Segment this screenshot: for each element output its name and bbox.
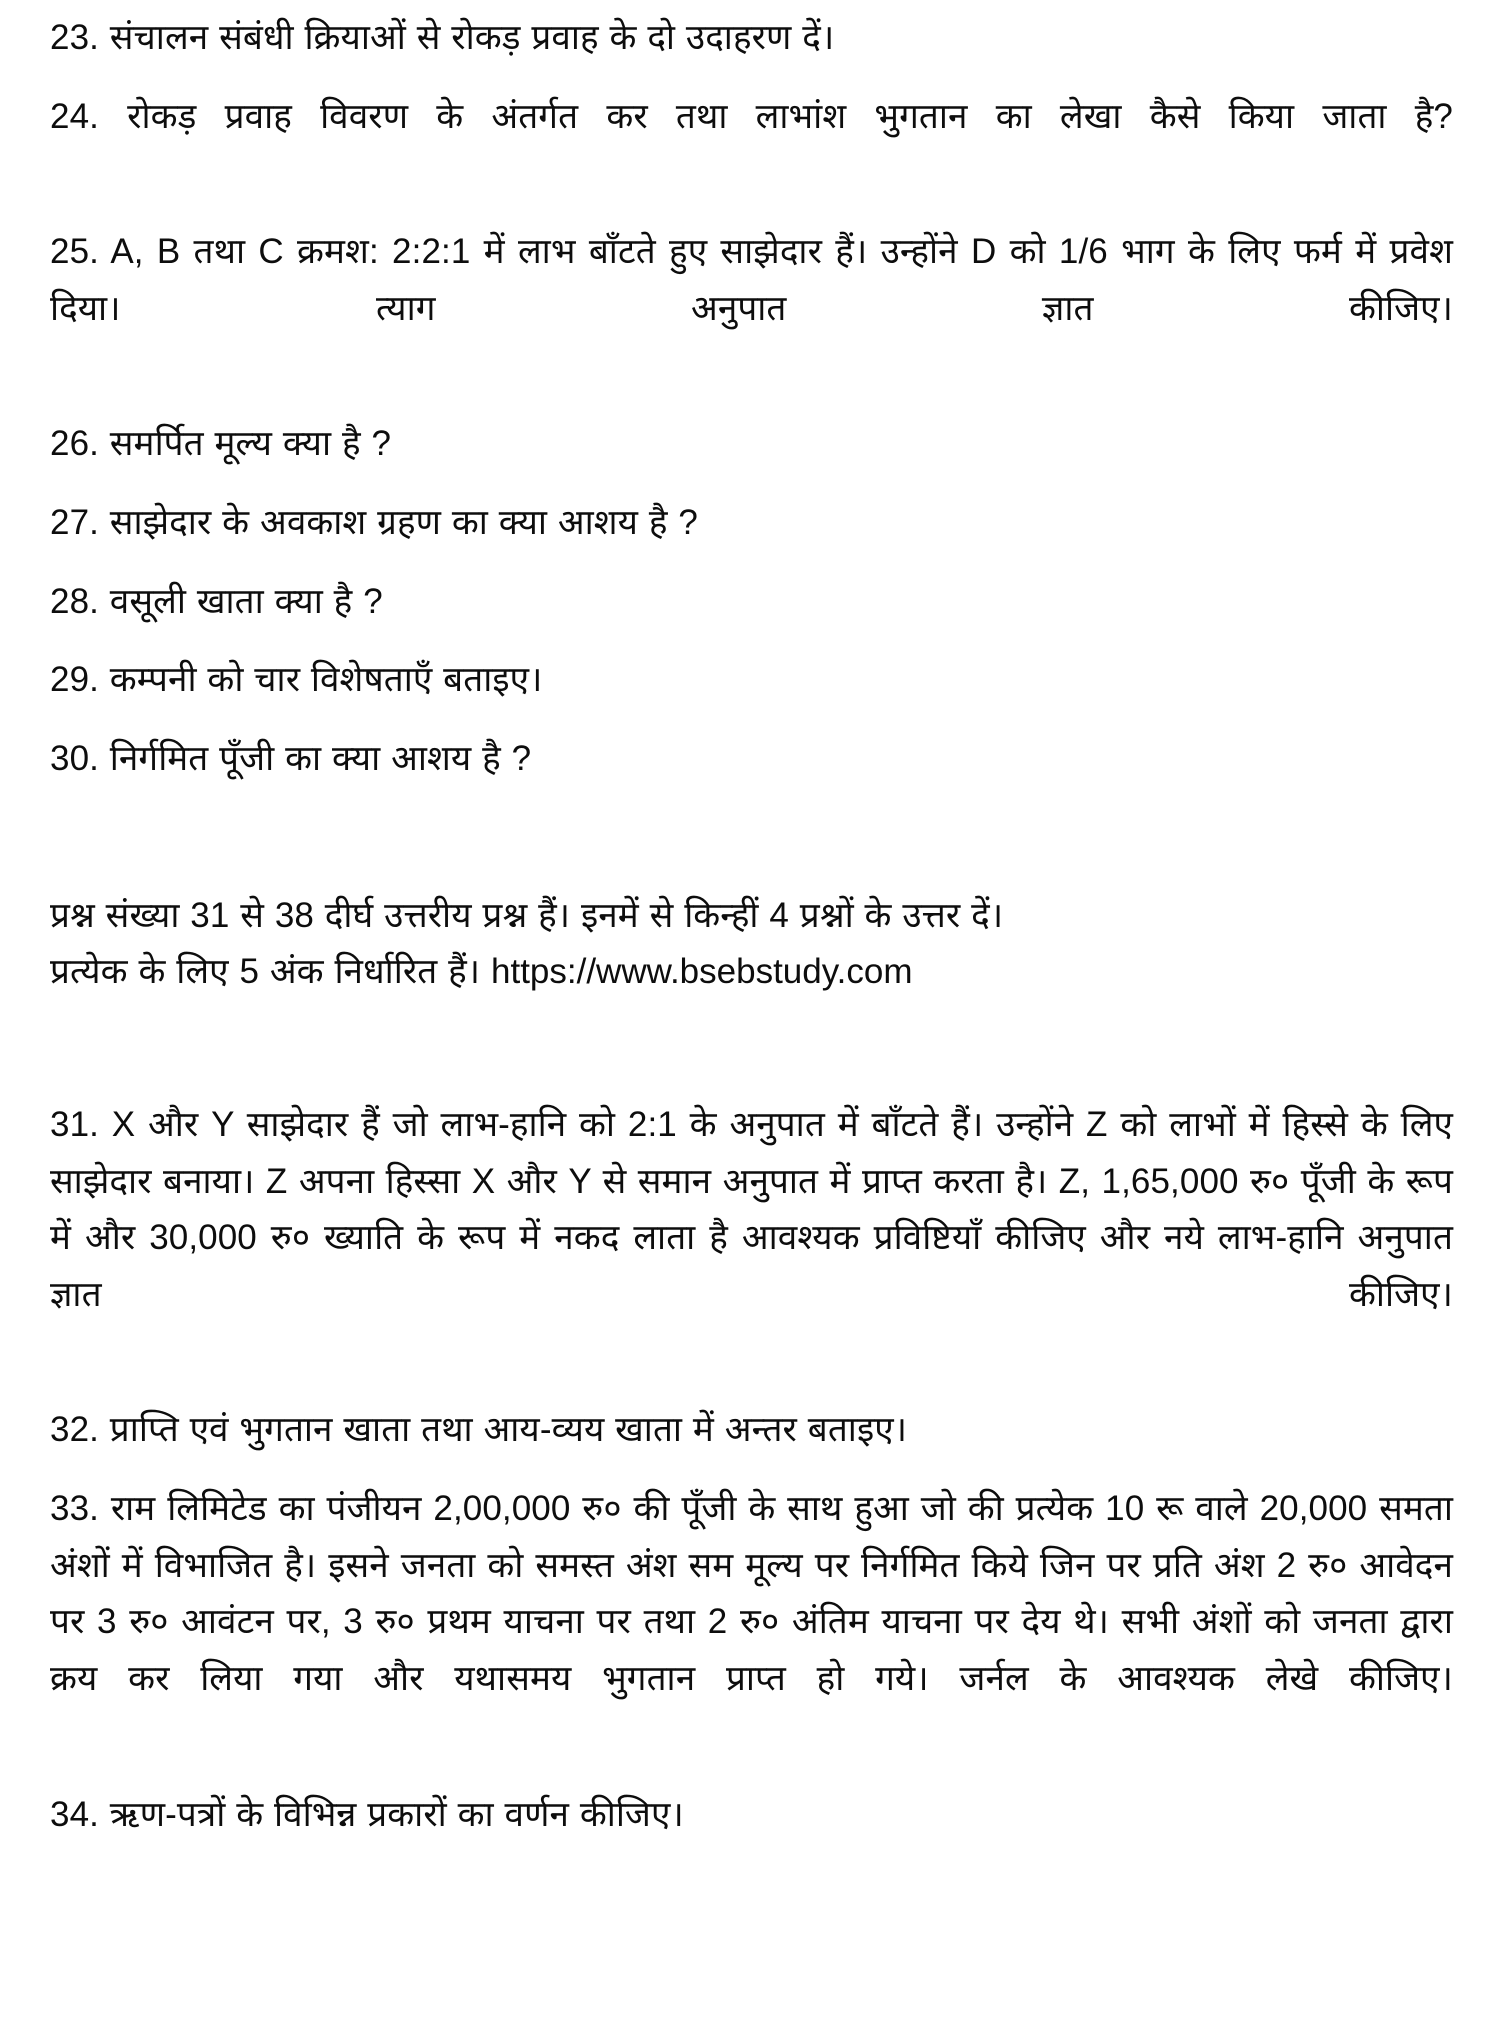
question-item-29 (50, 652, 1453, 709)
short-questions-section (50, 10, 1453, 788)
question-text-24: रोकड़ प्रवाह विवरण के अंतर्गत कर तथा लाभांश भुगतान का लेखा कैसे किया जाता है? (127, 96, 1453, 136)
question-item-28 (50, 574, 1453, 631)
question-item-30 (50, 731, 1453, 788)
question-number-33: 33. (50, 1489, 99, 1529)
question-text-27: साझेदार के अवकाश ग्रहण का क्या आशय है ? (109, 502, 698, 542)
question-number-28: 28. (50, 581, 99, 621)
question-text-26: समर्पित मूल्य क्या है ? (109, 424, 392, 464)
section-spacer-top (50, 810, 1453, 888)
question-text-29: कम्पनी को चार विशेषताएँ बताइए। (109, 660, 543, 700)
question-item-33 (50, 1481, 1453, 1764)
question-text-33: राम लिमिटेड का पंजीयन 2,00,000 रु० की पूँजी के साथ हुआ जो की प्रत्येक 10 रू वाले 20,000 समता अंशों में विभाजित है। इसने जनता को समस्त अंश सम मूल्य पर निर्गमित किये जिन पर प्रति अंश 2 रु० आवेदन पर 3 रु० आवंटन पर, 3 रु० प्रथम याचना पर तथा 2 रु० अंतिम याचना पर देय थे। सभी अंशों को जनता द्वारा क्रय कर लिया गया और यथासमय भुगतान प्राप्त हो गये। जर्नल के आवश्यक लेखे कीजिए। (50, 1489, 1453, 1699)
question-item-32 (50, 1402, 1453, 1459)
question-text-30: निर्गमित पूँजी का क्या आशय है ? (109, 738, 532, 778)
question-text-32: प्राप्ति एवं भुगतान खाता तथा आय-व्यय खाता में अन्तर बताइए। (109, 1410, 908, 1450)
long-questions-section (50, 1097, 1453, 1843)
question-item-27 (50, 495, 1453, 552)
question-number-23: 23. (50, 18, 99, 57)
question-text-28: वसूली खाता क्या है ? (109, 581, 383, 621)
question-text-25: A, B तथा C क्रमश: 2:2:1 में लाभ बाँटते हुए साझेदार हैं। उन्होंने D को 1/6 भाग के लिए फर्म में प्रवेश दिया। त्याग अनुपात ज्ञात कीजिए। (50, 232, 1453, 328)
question-text-31: X और Y साझेदार हैं जो लाभ-हानि को 2:1 के अनुपात में बाँटते हैं। उन्होंने Z को लाभों में हिस्से के लिए साझेदार बनाया। Z अपना हिस्सा X और Y से समान अनुपात में प्राप्त करता है। Z, 1,65,000 रु० पूँजी के रूप में और 30,000 रु० ख्याति के रूप में नकद लाता है आवश्यक प्रविष्टियाँ कीजिए और नये लाभ-हानि अनुपात ज्ञात कीजिए। (50, 1104, 1454, 1314)
question-item-34 (50, 1787, 1453, 1844)
question-number-29: 29. (50, 660, 99, 700)
question-item-23 (50, 10, 1453, 67)
website-url: https://www.bsebstudy.com (491, 952, 913, 992)
question-number-31: 31. (50, 1104, 99, 1144)
instruction-line-1: प्रश्न संख्या 31 से 38 दीर्घ उत्तरीय प्रश्न हैं। इनमें से किन्हीं 4 प्रश्नों के उत्तर दें। (50, 895, 1004, 935)
question-number-25: 25. (50, 232, 99, 272)
question-number-34: 34. (50, 1794, 99, 1834)
question-number-27: 27. (50, 502, 99, 542)
question-text-23: संचालन संबंधी क्रियाओं से रोकड़ प्रवाह के दो उदाहरण दें। (109, 18, 835, 57)
question-text-34: ऋण-पत्रों के विभिन्न प्रकारों का वर्णन कीजिए। (109, 1794, 684, 1834)
question-item-25 (50, 224, 1453, 394)
long-answer-instruction (50, 888, 1453, 1001)
question-number-26: 26. (50, 424, 99, 464)
section-spacer-bottom (50, 1001, 1453, 1097)
question-item-31 (50, 1097, 1453, 1380)
question-item-26 (50, 416, 1453, 473)
question-item-24 (50, 89, 1453, 202)
instruction-line-2 (50, 944, 1453, 1001)
question-number-30: 30. (50, 738, 99, 778)
instruction-marks-text: प्रत्येक के लिए 5 अंक निर्धारित हैं। (50, 952, 481, 992)
question-number-24: 24. (50, 96, 99, 136)
question-number-32: 32. (50, 1410, 99, 1450)
